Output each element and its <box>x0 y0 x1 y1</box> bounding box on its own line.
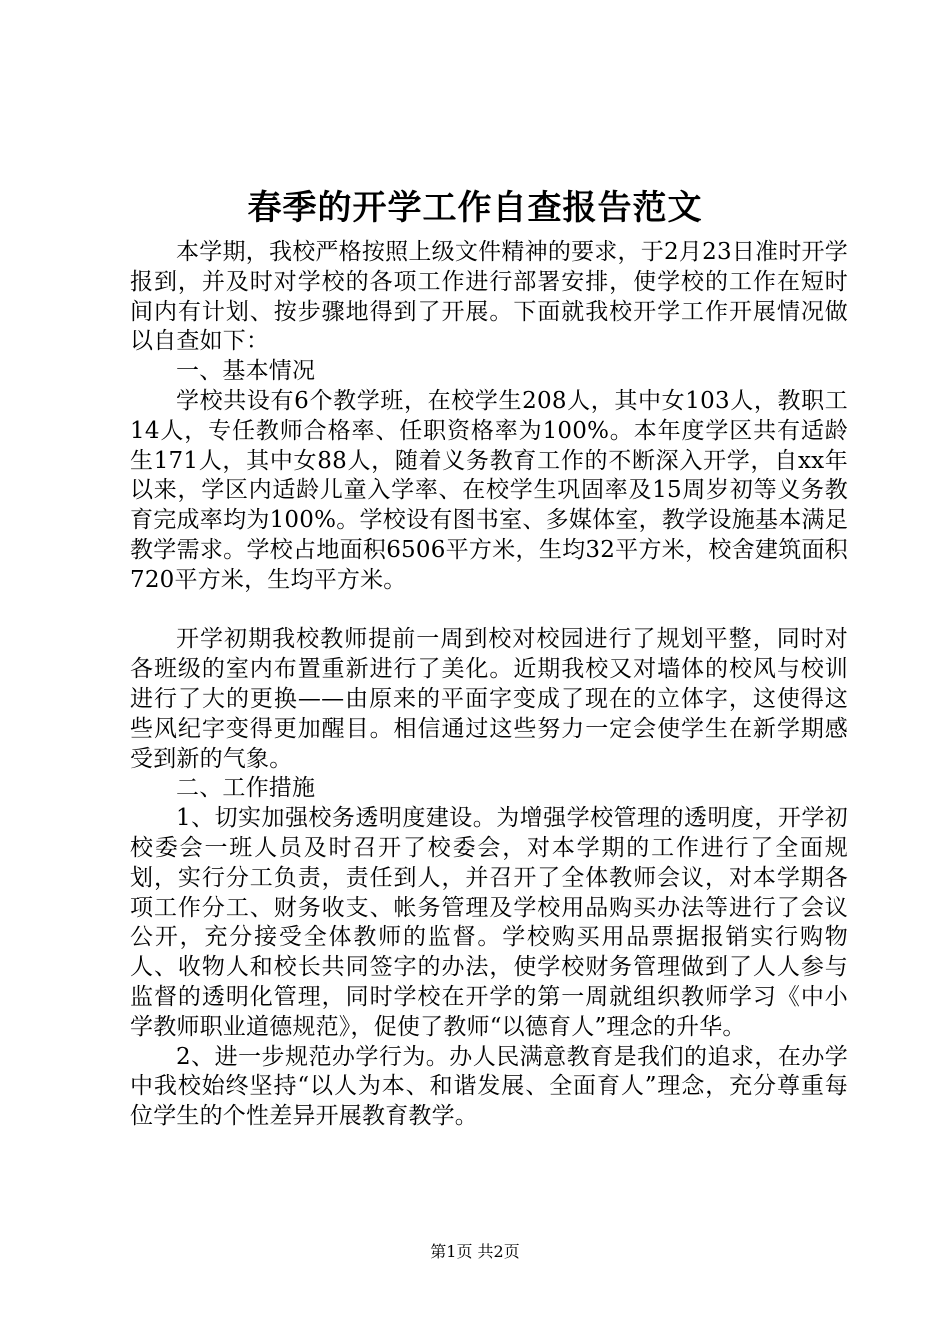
paragraph-measure-2: 2、进一步规范办学行为。办人民满意教育是我们的追求，在办学中我校始终坚持“以人为本、和谐发展、全面育人”理念，充分尊重每位学生的个性差异开展教育教学。 <box>130 1043 848 1130</box>
paragraph-spacer <box>130 596 848 626</box>
section-heading-measures: 二、工作措施 <box>176 775 316 802</box>
paragraph-measure-1: 1、切实加强校务透明度建设。为增强学校管理的透明度，开学初校委会一班人员及时召开了校委会，对本学期的工作进行了全面规划，实行分工负责，责任到人，并召开了全体教师会议，对本学期各项工作分工、财务收支、帐务管理及学校用品购买办法等进行了会议公开，充分接受全体教师的监督。学校购买用品票据报销实行购物人、收物人和校长共同签字的办法，使学校财务管理做到了人人参与监督的透明化管理，同时学校在开学的第一周就组织教师学习《中小学教师职业道德规范》，促使了教师“以德育人”理念的升华。 <box>130 805 848 1040</box>
document-title: 春季的开学工作自查报告范文 <box>247 188 703 228</box>
document-body <box>130 238 848 1132</box>
paragraph-campus-improvement: 开学初期我校教师提前一周到校对校园进行了规划平整，同时对各班级的室内布置重新进行了美化。近期我校又对墙体的校风与校训进行了大的更换——由原来的平面字变成了现在的立体字，这使得这些风纪字变得更加醒目。相信通过这些努力一定会使学生在新学期感受到新的气象。 <box>130 626 848 772</box>
paragraph-intro: 本学期，我校严格按照上级文件精神的要求，于2月23日准时开学报到，并及时对学校的各项工作进行部署安排，使学校的工作在短时间内有计划、按步骤地得到了开展。下面就我校开学工作开展情况做以自查如下： <box>130 239 848 355</box>
page-number-footer: 第1页 共2页 <box>430 1242 520 1261</box>
section-heading-basic-info: 一、基本情况 <box>176 358 316 385</box>
paragraph-basic-info: 学校共设有6个教学班，在校学生208人，其中女103人，教职工14人，专任教师合格率、任职资格率为100%。本年度学区共有适龄生171人，其中女88人，随着义务教育工作的不断深入开学，自xx年以来，学区内适龄儿童入学率、在校学生巩固率及15周岁初等义务教育完成率均为100%。学校设有图书室、多媒体室，教学设施基本满足教学需求。学校占地面积6506平方米，生均32平方米，校舍建筑面积720平方米，生均平方米。 <box>130 387 848 593</box>
